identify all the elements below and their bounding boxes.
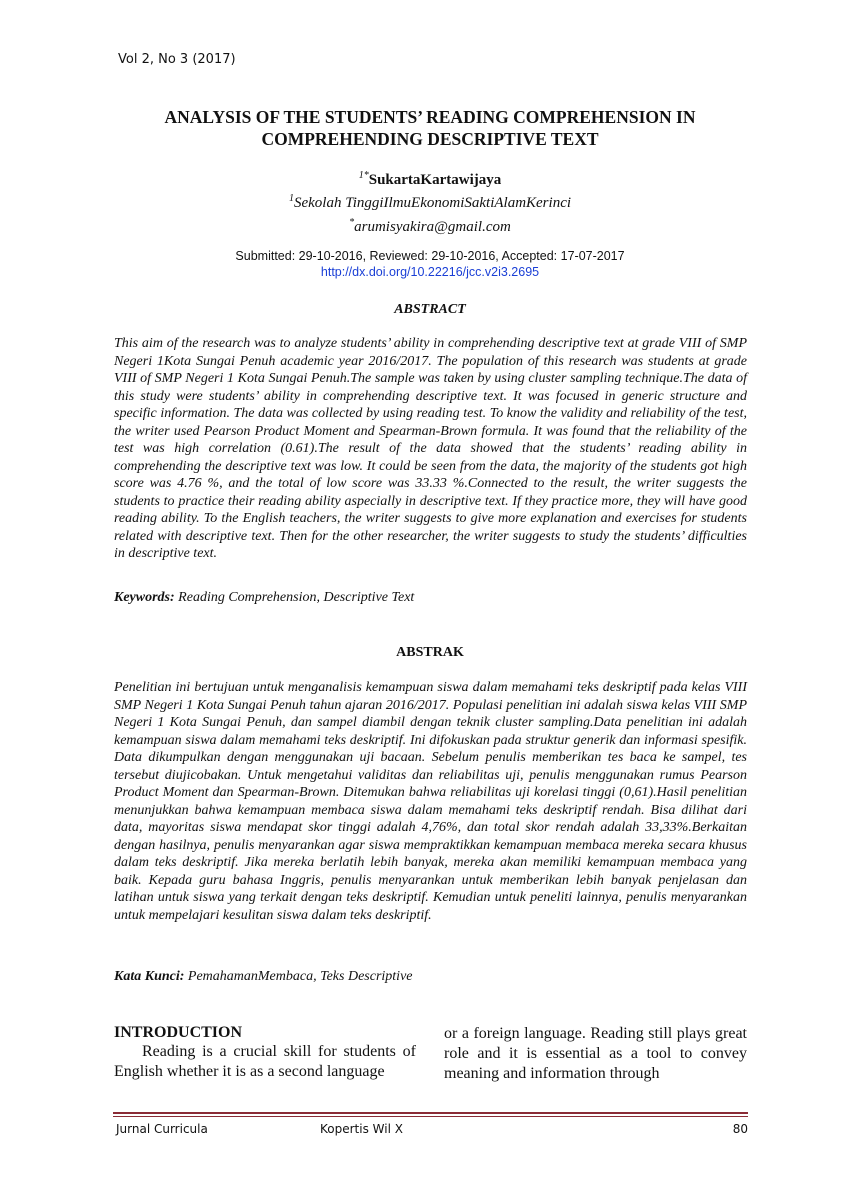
abstract-body: This aim of the research was to analyze students’ ability in comprehending descriptive text at grade VIII of SMP Negeri 1Kota Sungai Penuh academic year 2016/2017. The population of this research was students at grade VIII of SMP Negeri 1 Kota Sungai Penuh.The sample was taken by using cluster sampling technique.The data of this study were students’ ability in comprehending descriptive text. It was focused in generic structure and specific information. The data was collected by using reading test. To know the validity and reliability of the test, the writer used Pearson Product Moment and Spearman-Brown formula. It was found that the reliability of the test was high correlation (0.61).The result of the data showed that the students’ reading ability in comprehending the descriptive text was low. It could be seen from the data, the majority of the students got high score was 4.76 %, and the total of low score was 33.33 %.Connected to the result, the writer suggests the students to practice their reading ability aspecially in descriptive text. If they practice more, they will have good reading ability. To the English teachers, the writer suggests to give more explanation and exercises for students related with descriptive text. Then for the other researcher, the writer suggests to study the students’ difficulties in descriptive text.: [114, 336, 747, 561]
submitted-line: Submitted: 29-10-2016, Reviewed: 29-10-2016, Accepted: 17-07-2017: [235, 249, 625, 263]
footer-journal: Jurnal Curricula: [116, 1122, 208, 1136]
introduction-heading: INTRODUCTION: [114, 1024, 243, 1041]
title-line-2: COMPREHENDING DESCRIPTIVE TEXT: [261, 129, 599, 149]
doi-link[interactable]: http://dx.doi.org/10.22216/jcc.v2i3.2695: [320, 265, 540, 279]
introduction-left-column: [114, 1042, 416, 1082]
keywords-text: Reading Comprehension, Descriptive Text: [178, 590, 415, 605]
email[interactable]: [100, 213, 760, 237]
affiliation: [100, 189, 760, 213]
author-superscript: 1*: [358, 170, 369, 181]
kata-kunci-text: PemahamanMembaca, Teks Descriptive: [187, 969, 413, 984]
paper-title: [100, 106, 760, 150]
email-superscript: *: [349, 217, 355, 228]
abstrak-heading: ABSTRAK: [396, 645, 464, 660]
footer-rule-thin: [113, 1116, 748, 1117]
abstrak-body: Penelitian ini bertujuan untuk menganalisis kemampuan siswa dalam memahami teks deskriptif pada kelas VIII SMP Negeri 1 Kota Sungai Penuh tahun ajaran 2016/2017. Populasi penelitian ini adalah siswa kelas VIII SMP Negeri 1 Kota Sungai Penuh, dan sampel diambil dengan teknik cluster sampling.Data penelitian ini adalah kemampuan siswa dalam memahami teks deskriptif. Ini difokuskan pada struktur generik dan informasi spesifik. Data dikumpulkan dengan menggunakan uji bacaan. Sebelum penulis memberikan tes baca ke sampel, tes tersebut diujicobakan. Untuk mengetahui validitas dan reliabilitas uji, penulis menggunakan rumus Pearson Product Moment dan Spearman-Brown. Ditemukan bahwa reliabilitas uji korelasi tinggi (0,61).Hasil penelitian menunjukkan bahwa kemampuan membaca siswa dalam memahami teks deskriptif rendah. Bisa dilihat dari data, mayoritas siswa mendapat skor tinggi adalah 4,76%, dan total skor rendah adalah 33,33%.Berkaitan dengan hasilnya, penulis menyarankan agar siswa mempraktikkan kemampuan membaca mereka secara khusus dalam teks deskriptif. Jika mereka berlatih lebih banyak, mereka akan memiliki kemampuan membaca yang baik. Kepada guru bahasa Inggris, penulis menyarankan untuk memberikan lebih banyak penjelasan dan latihan untuk siswa yang terkait dengan teks deskriptif. Kemudian untuk peneliti lainnya, penulis menyarankan untuk mempelajari kesulitan siswa dalam teks deskriptif.: [114, 680, 747, 923]
title-line-1: ANALYSIS OF THE STUDENTS’ READING COMPREHENSION IN: [164, 107, 696, 127]
affiliation-block: [100, 189, 760, 237]
kata-kunci: [114, 969, 413, 985]
kata-kunci-label: Kata Kunci:: [114, 969, 185, 984]
email-text: arumisyakira@gmail.com: [354, 219, 511, 235]
affiliation-superscript: 1: [288, 193, 294, 204]
affiliation-text: Sekolah TinggiIlmuEkonomiSaktiAlamKerinci: [293, 195, 572, 211]
author-name: SukartaKartawijaya: [368, 172, 502, 188]
footer-page-number: 80: [732, 1122, 748, 1136]
running-head: Vol 2, No 3 (2017): [118, 52, 236, 67]
introduction-right-column: or a foreign language. Reading still plays great role and it is essential as a tool to convey meaning and information through: [444, 1025, 747, 1082]
author: [100, 170, 760, 189]
introduction-left-text: Reading is a crucial skill for students of English whether it is as a second language: [114, 1043, 416, 1080]
keywords: [114, 590, 414, 606]
footer-publisher: Kopertis Wil X: [320, 1122, 403, 1136]
footer-rule-thick: [113, 1112, 748, 1114]
submission-dates: [100, 248, 760, 280]
keywords-label: Keywords:: [114, 590, 175, 605]
abstract-heading: ABSTRACT: [394, 302, 466, 317]
